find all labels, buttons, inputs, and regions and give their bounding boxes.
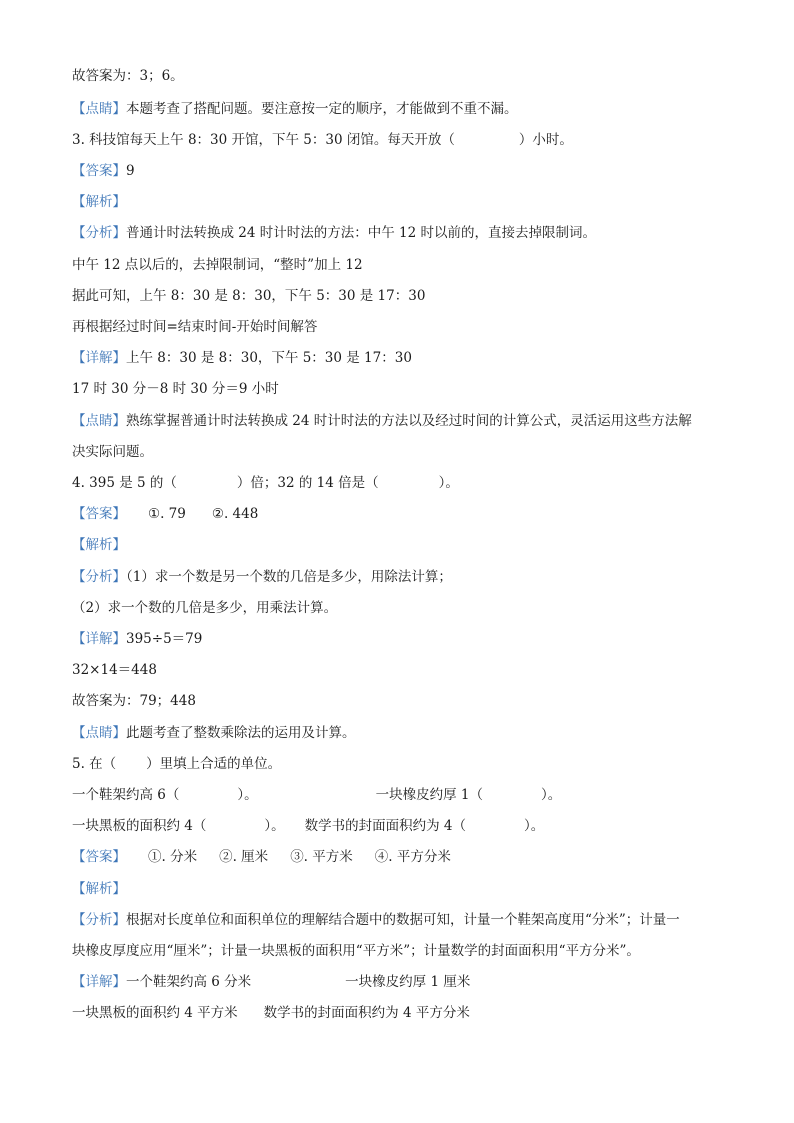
section-tag: 【详解】 (72, 631, 126, 647)
line-text: 一块橡皮约厚 1（ (375, 787, 484, 803)
line-text: 决实际问题。 (72, 444, 153, 460)
line-text: 一个鞋架约高 6 分米 (126, 974, 252, 990)
text-line (72, 599, 337, 617)
line-text: ）。 (524, 818, 545, 834)
text-line (72, 661, 157, 679)
line-text: 3. 科技馆每天上午 8：30 开馆，下午 5：30 闭馆。每天开放（ (72, 132, 455, 148)
text-line (72, 692, 196, 710)
text-line (72, 848, 451, 866)
section-tag: 【答案】 (72, 849, 126, 865)
line-text: 数学书的封面面积约为 4 平方分米 (263, 1005, 470, 1021)
section-tag: 【解析】 (72, 537, 126, 553)
line-text: 再根据经过时间=结束时间-开始时间解答 (72, 319, 318, 335)
line-text: 故答案为：3；6。 (72, 68, 184, 84)
text-line (72, 942, 640, 960)
text-line (72, 911, 680, 929)
line-text: ）倍；32 的 14 倍是（ (236, 475, 379, 491)
section-tag: 【分析】 (72, 912, 126, 928)
section-tag: 【答案】 (72, 506, 126, 522)
text-line (72, 162, 135, 180)
line-text: ）小时。 (518, 132, 573, 148)
line-text: （1）求一个数是另一个数的几倍是多少，用除法计算； (126, 569, 452, 585)
line-text: 5. 在（ (72, 756, 117, 772)
section-tag: 【解析】 (72, 881, 126, 897)
line-text: 上午 8：30 是 8：30，下午 5：30 是 17：30 (126, 350, 412, 366)
section-tag: 【点睛】 (72, 101, 126, 117)
line-text: ①. 79 (148, 506, 186, 522)
text-line (72, 817, 544, 835)
line-text: 根据对长度单位和面积单位的理解结合题中的数据可知，计量一个鞋架高度用“分米”；计量一 (126, 912, 680, 928)
section-tag: 【点睛】 (72, 413, 126, 429)
line-text: ②. 448 (211, 506, 259, 522)
line-text: 一个鞋架约高 6（ (72, 787, 180, 803)
line-text: ③. 平方米 (290, 849, 353, 865)
line-text: 数学书的封面面积约为 4（ (304, 818, 467, 834)
text-line (72, 973, 470, 991)
line-text: （2）求一个数的几倍是多少，用乘法计算。 (72, 600, 338, 616)
text-line (72, 256, 363, 274)
text-line (72, 67, 184, 85)
line-text: ②. 厘米 (219, 849, 269, 865)
section-tag: 【分析】 (72, 569, 126, 585)
line-text: ）。 (438, 475, 459, 491)
text-line (72, 349, 412, 367)
line-text: 32×14＝448 (72, 662, 157, 678)
text-line (72, 412, 692, 430)
section-tag: 【分析】 (72, 225, 126, 241)
text-line (72, 224, 596, 242)
text-line (72, 287, 425, 305)
line-text: 395÷5＝79 (126, 631, 203, 647)
line-text: 据此可知，上午 8：30 是 8：30，下午 5：30 是 17：30 (72, 288, 426, 304)
line-text: ①. 分米 (148, 849, 198, 865)
text-line (72, 100, 518, 118)
text-line (72, 1004, 470, 1022)
line-text: 块橡皮厚度应用“厘米”；计量一块黑板的面积用“平方米”；计量数学的封面面积用“平方分米”。 (72, 943, 640, 959)
text-line (72, 380, 279, 398)
text-line (72, 131, 573, 149)
text-line (72, 724, 356, 742)
text-line (72, 505, 258, 523)
line-text: ）。 (237, 787, 258, 803)
section-tag: 【答案】 (72, 163, 126, 179)
section-tag: 【点睛】 (72, 725, 126, 741)
line-text: ）。 (541, 787, 562, 803)
section-tag: 【详解】 (72, 350, 126, 366)
section-tag: 【详解】 (72, 974, 126, 990)
text-line (72, 786, 561, 804)
text-line (72, 536, 126, 554)
line-text: 普通计时法转换成 24 时计时法的方法：中午 12 时以前的，直接去掉限制词。 (126, 225, 597, 241)
text-line (72, 474, 459, 492)
text-line (72, 193, 126, 211)
line-text: ）。 (264, 818, 285, 834)
text-line (72, 318, 317, 336)
text-line (72, 568, 452, 586)
line-text: 熟练掌握普通计时法转换成 24 时计时法的方法以及经过时间的计算公式，灵活运用这些方法解 (126, 413, 692, 429)
text-line (72, 443, 153, 461)
text-line (72, 880, 126, 898)
line-text: 故答案为：79；448 (72, 693, 196, 709)
line-text: 9 (126, 163, 135, 179)
text-line (72, 755, 281, 773)
line-text: ④. 平方分米 (374, 849, 451, 865)
line-text: 4. 395 是 5 的（ (72, 475, 177, 491)
line-text: 本题考查了搭配问题。要注意按一定的顺序，才能做到不重不漏。 (126, 101, 518, 117)
line-text: 此题考查了整数乘除法的运用及计算。 (126, 725, 356, 741)
line-text: 一块黑板的面积约 4（ (72, 818, 207, 834)
line-text: ）里填上合适的单位。 (146, 756, 282, 772)
line-text: 中午 12 点以后的，去掉限制词，“整时”加上 12 (72, 257, 363, 273)
line-text: 一块橡皮约厚 1 厘米 (345, 974, 471, 990)
line-text: 一块黑板的面积约 4 平方米 (72, 1005, 238, 1021)
section-tag: 【解析】 (72, 194, 126, 210)
text-line (72, 630, 202, 648)
line-text: 17 时 30 分－8 时 30 分＝9 小时 (72, 381, 279, 397)
